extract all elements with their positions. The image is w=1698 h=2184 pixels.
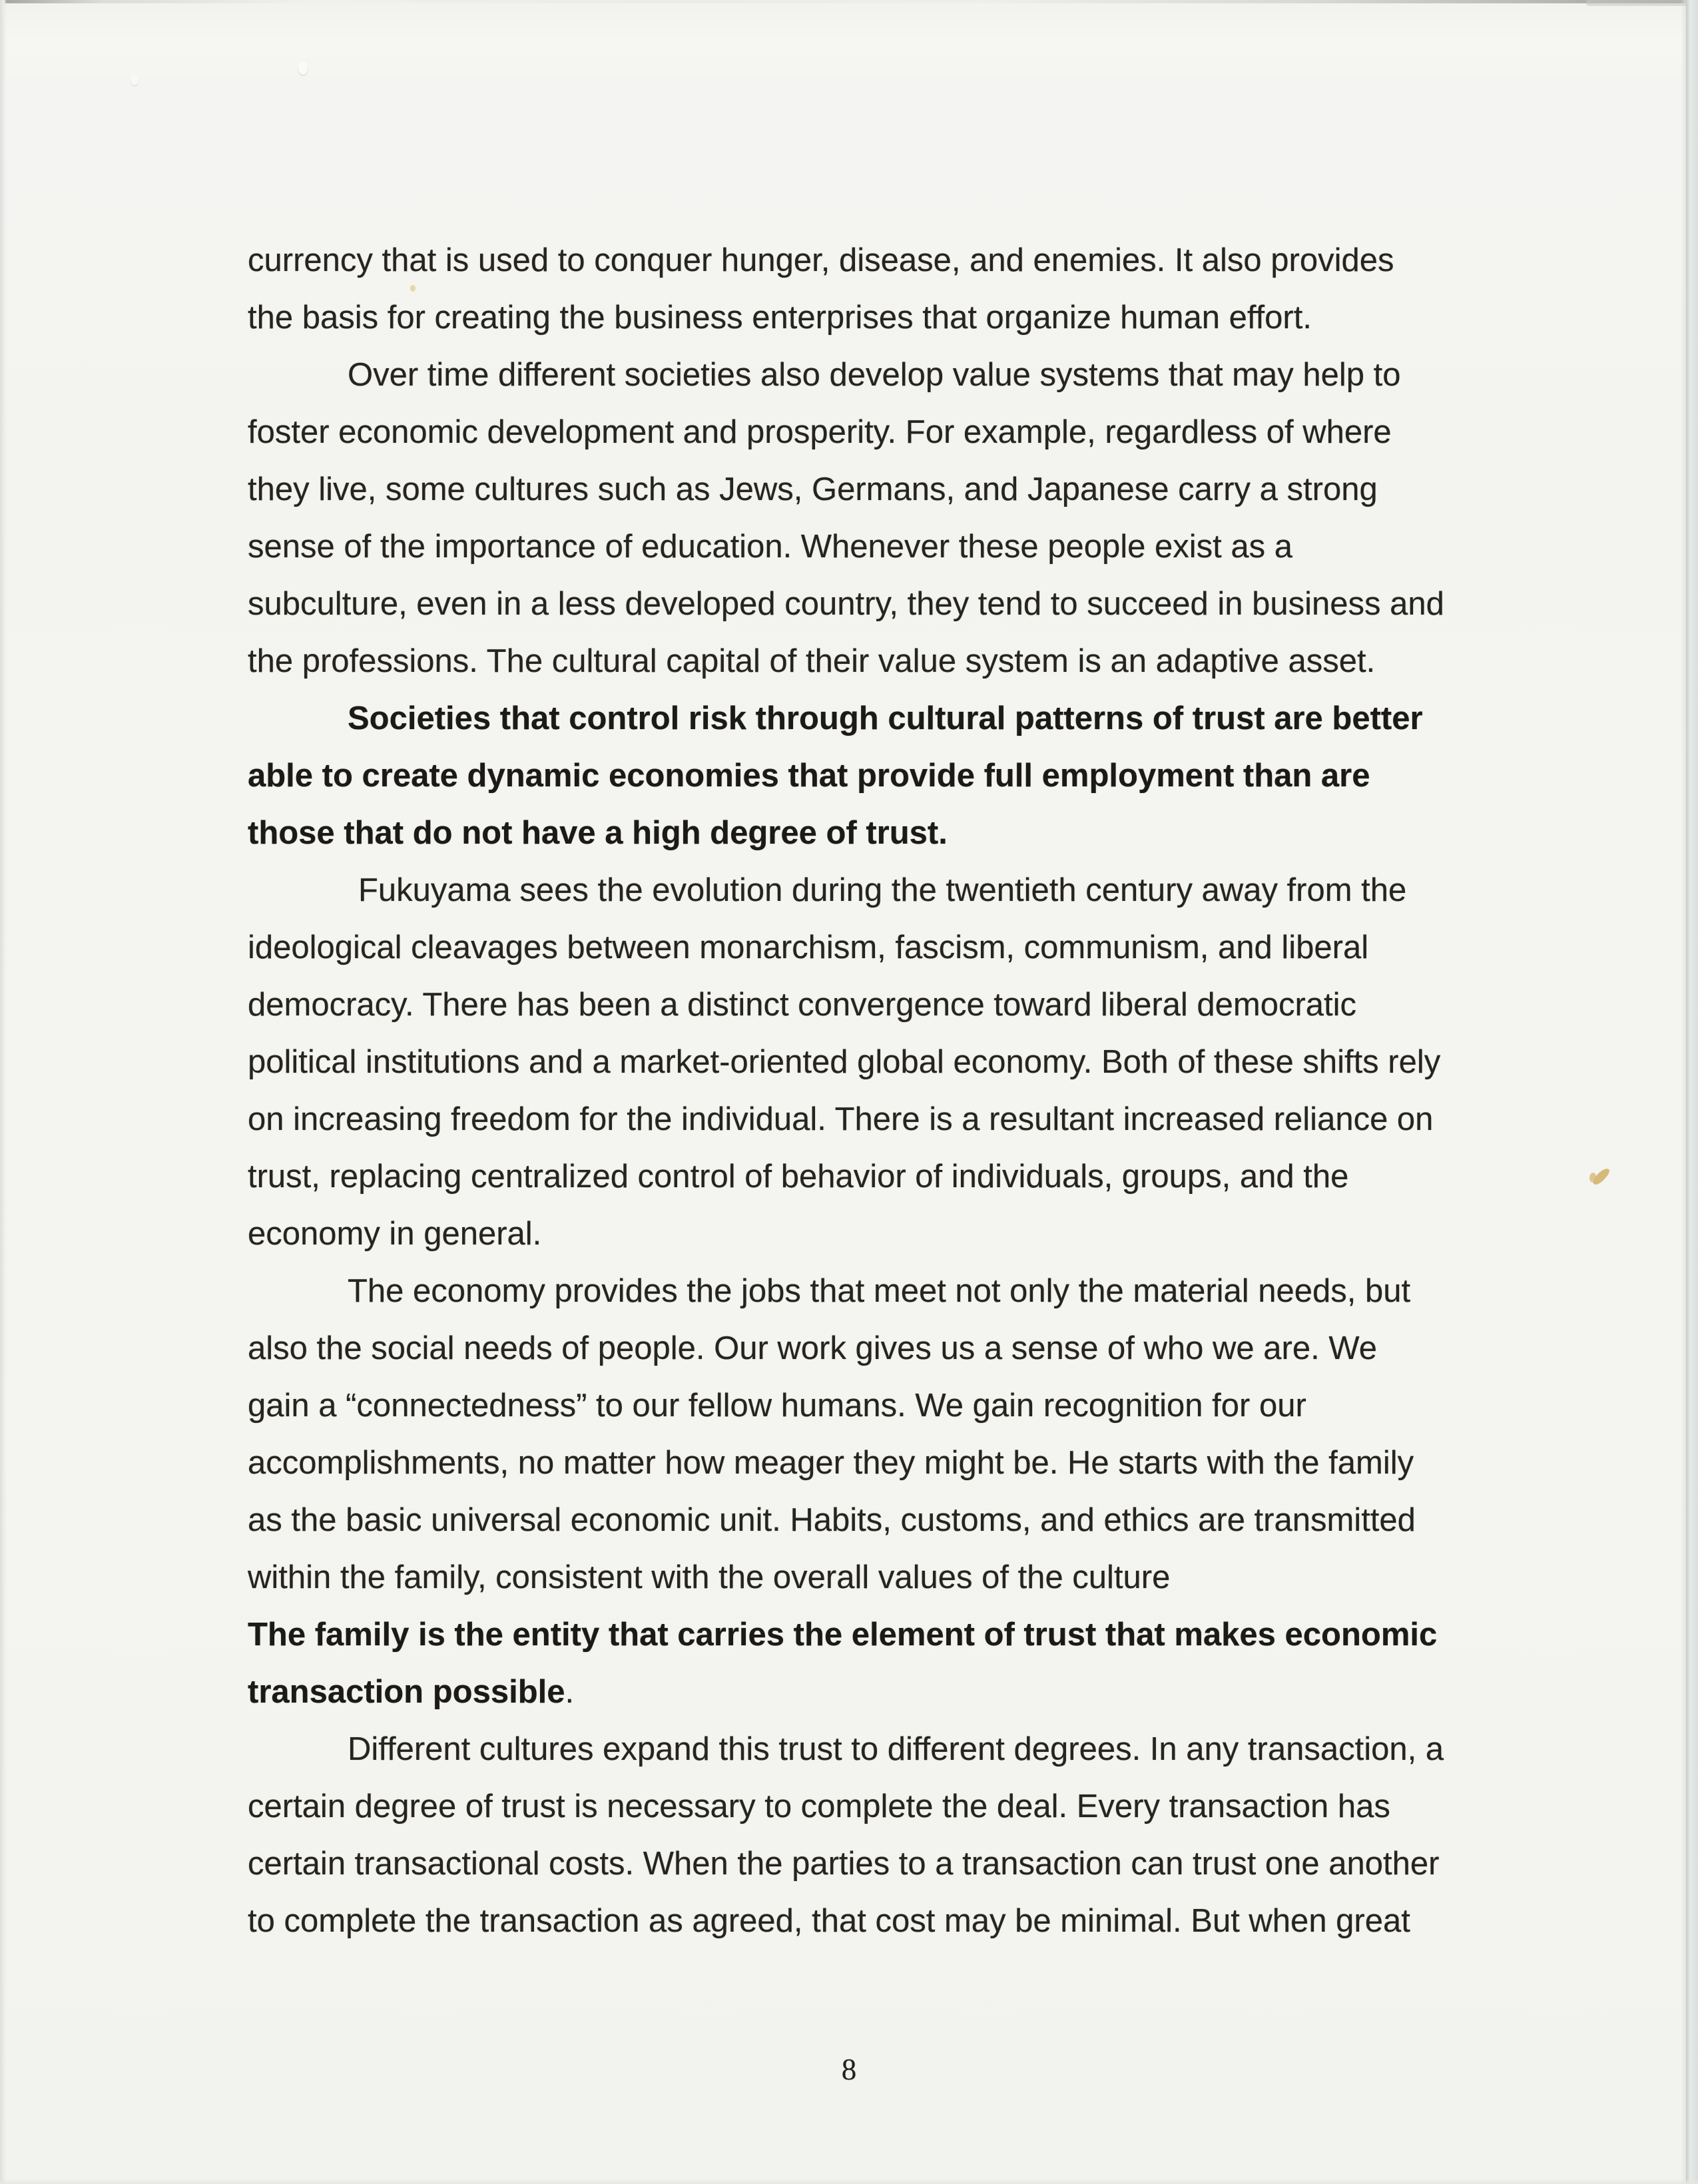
paragraph: Fukuyama sees the evolution during the twentieth century away from the ideological cleavages between monarchism, fascism, communism, and liberal democracy. There has been a distinct convergence toward liberal democratic political institutions and a market-oriented global economy. Both of these shifts rely on increasing freedom for the individual. There is a resultant increased reliance on trust, replacing centralized control of behavior of individuals, groups, and the economy in general. <box>248 872 1441 1252</box>
paper-dent <box>298 61 308 75</box>
paragraph: The economy provides the jobs that meet not only the material needs, but also the social needs of people. Our work gives us a sense of who we are. We gain a “connectedness” to our fellow humans. We gain recognition for our accomplishments, no matter how meager they might be. He starts with the family as the basic universal economic unit. Habits, customs, and ethics are transmitted within the family, consistent with the overall values of the culture <box>248 1273 1416 1595</box>
scan-edge-left <box>0 0 7 2184</box>
paper-right-shadow <box>1681 0 1686 2184</box>
paragraph: Societies that control risk through cultural patterns of trust are better able to create dynamic economies that provide full employment than are those that do not have a high degree of trust. <box>248 700 1423 851</box>
paragraph: Over time different societies also develop value systems that may help to foster economic development and prosperity. For example, regardless of where they live, some cultures such as Jews, Germans, and Japanese carry a strong sense of the importance of education. Whenever these people exist as a subculture, even in a less developed country, they tend to succeed in business and the professions. The cultural capital of their value system is an adaptive asset. <box>248 357 1444 679</box>
document-body <box>248 232 1646 1950</box>
scanner-background-strip <box>1686 0 1698 2184</box>
scan-corner-shadow <box>1586 0 1686 6</box>
paragraph: The family is the entity that carries the element of trust that makes economic transaction possible. <box>248 1617 1438 1710</box>
paragraph: currency that is used to conquer hunger, disease, and enemies. It also provides the basis for creating the business enterprises that organize human effort. <box>248 242 1394 336</box>
paper-dent <box>131 75 139 85</box>
paragraph-suffix: . <box>565 1674 575 1710</box>
scan-edge-top <box>0 0 1698 3</box>
paragraph: Different cultures expand this trust to different degrees. In any transaction, a certain degree of trust is necessary to complete the deal. Every transaction has certain transactional costs. When the parties to a transaction can trust one another to complete the transaction as agreed, that cost may be minimal. But when great <box>248 1731 1444 1939</box>
page-number: 8 <box>841 2053 857 2086</box>
scan-edge-bottom <box>0 2179 1698 2184</box>
